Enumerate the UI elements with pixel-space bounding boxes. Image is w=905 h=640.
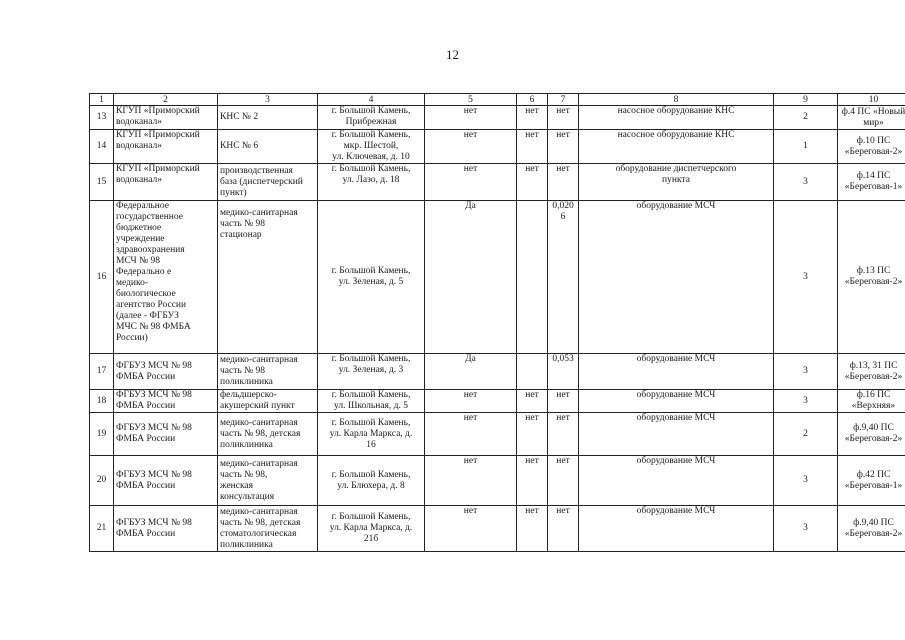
object-cell: [218, 106, 318, 130]
table-row: [90, 354, 905, 390]
col7-cell: [548, 413, 579, 456]
power-feed-cell-line: ф.16 ПС: [856, 390, 891, 400]
col7-line: нет: [556, 413, 570, 423]
col6-cell: нет: [517, 506, 548, 552]
object-cell-line: медико-санитарная: [220, 208, 298, 218]
address-cell-line: Прибрежная: [345, 117, 397, 127]
col6-cell: нет: [517, 413, 548, 456]
organization-cell-line: МСЧ № 98: [116, 256, 161, 266]
address-cell-line: 16: [366, 439, 376, 450]
header-cell: 7: [548, 94, 579, 106]
power-feed-cell-line: «Береговая-2»: [844, 528, 903, 539]
object-cell-line: фельдшерско-: [220, 390, 277, 400]
object-cell-line: часть № 98, детская: [220, 517, 301, 528]
col6-cell: нет: [517, 164, 548, 201]
object-cell-line: медико-санитарная: [220, 458, 298, 469]
equipment-cell: [579, 390, 774, 413]
address-cell-line: г. Большой Камень,: [331, 130, 411, 140]
address-cell-line: ул. Зеленая, д. 3: [338, 365, 404, 375]
col5-cell: нет: [425, 164, 517, 201]
category-cell: 2: [774, 106, 838, 130]
power-feed-cell: [838, 201, 905, 354]
equipment-cell: [579, 354, 774, 390]
row-number-cell: 13: [90, 106, 114, 130]
table-row: [90, 390, 905, 413]
power-feed-cell-line: ф.10 ПС: [856, 135, 891, 146]
col5-cell: нет: [425, 456, 517, 506]
object-cell-line: поликлиника: [220, 439, 273, 450]
power-feed-cell-line: «Береговая-1»: [844, 182, 903, 192]
object-cell-line: часть № 98,: [220, 469, 268, 480]
object-cell: [218, 164, 318, 201]
organization-cell-line: МЧС № 98 ФМБА: [116, 322, 191, 332]
col6-cell: нет: [517, 456, 548, 506]
header-cell: 3: [218, 94, 318, 106]
object-cell: [218, 456, 318, 506]
equipment-cell-line: оборудование МСЧ: [636, 390, 716, 400]
col5-cell: нет: [425, 506, 517, 552]
row-number-cell: 20: [90, 456, 114, 506]
page-number: 12: [446, 47, 459, 62]
power-feed-cell: [838, 390, 905, 413]
object-cell: [218, 506, 318, 552]
power-feed-cell: [838, 456, 905, 506]
address-cell: [318, 456, 425, 506]
address-cell-line: г. Большой Камень,: [331, 354, 411, 364]
power-feed-cell: [838, 106, 905, 130]
organization-cell-line: медико-: [116, 278, 149, 288]
organization-cell-line: ФГБУЗ МСЧ № 98: [116, 469, 192, 480]
equipment-cell-line: насосное оборудование КНС: [617, 106, 735, 116]
equipment-cell: [579, 506, 774, 552]
organization-cell: [114, 130, 218, 164]
organization-cell-line: Федеральное: [116, 201, 169, 211]
table-row: [90, 456, 905, 506]
power-feed-cell-line: ф.9,40 ПС: [853, 517, 894, 528]
address-cell-line: 21б: [363, 534, 379, 544]
table-header: [90, 94, 905, 106]
organization-cell: [114, 413, 218, 456]
address-cell: [318, 354, 425, 390]
object-cell: [218, 354, 318, 390]
equipment-cell-line: пункта: [662, 175, 690, 185]
col7-line: 6: [560, 212, 566, 222]
organization-cell-line: ФГБУЗ МСЧ № 98: [116, 423, 192, 433]
object-cell-line: КНС № 6: [220, 141, 259, 151]
col5-cell: Да: [425, 354, 517, 390]
object-cell-line: медико-санитарная: [220, 506, 298, 517]
category-cell: 3: [774, 354, 838, 390]
organization-cell: [114, 354, 218, 390]
col7-line: нет: [556, 390, 570, 400]
organization-cell-line: агентство России: [116, 300, 187, 310]
organization-cell: [114, 201, 218, 354]
table-row: [90, 201, 905, 354]
organization-cell-line: Федерально е: [116, 267, 172, 277]
category-cell: 3: [774, 506, 838, 552]
equipment-cell-line: оборудование МСЧ: [636, 201, 716, 211]
organization-cell-line: (далее - ФГБУЗ: [116, 311, 179, 321]
power-feed-cell-line: ф.14 ПС: [856, 171, 891, 181]
address-cell-line: ул. Лазо, д. 18: [342, 175, 400, 185]
row-number-cell: 21: [90, 506, 114, 552]
organization-cell-line: КГУП «Приморский: [116, 164, 200, 174]
address-cell: [318, 413, 425, 456]
object-cell-line: часть № 98: [220, 219, 266, 229]
address-cell: [318, 390, 425, 413]
equipment-cell-line: насосное оборудование КНС: [617, 130, 735, 140]
address-cell-line: ул. Школьная, д. 5: [334, 401, 408, 411]
col5-cell: нет: [425, 130, 517, 164]
table-row: [90, 106, 905, 130]
organization-cell-line: государственное: [116, 212, 183, 222]
power-feed-cell-line: мир»: [863, 117, 884, 128]
address-cell-line: ул. Блюхера, д. 8: [337, 480, 405, 491]
col6-cell: нет: [517, 130, 548, 164]
row-number-cell: 14: [90, 130, 114, 164]
organization-cell: [114, 456, 218, 506]
power-feed-cell-line: «Береговая-2»: [844, 371, 903, 382]
table-row: [90, 164, 905, 201]
object-cell-line: производственная: [220, 165, 293, 176]
organization-cell: [114, 106, 218, 130]
col7-line: нет: [556, 506, 570, 516]
col7-line: нет: [556, 456, 570, 466]
address-cell-line: ул. Карла Маркса, д.: [329, 428, 413, 439]
category-cell: 1: [774, 130, 838, 164]
col7-cell: [548, 506, 579, 552]
equipment-cell: [579, 413, 774, 456]
address-cell-line: г. Большой Камень,: [331, 164, 411, 174]
organization-cell-line: ФМБА России: [116, 401, 176, 411]
object-cell-line: поликлиника: [220, 539, 273, 550]
equipment-cell-line: оборудование МСЧ: [636, 354, 716, 364]
organization-cell-line: водоканал»: [116, 117, 163, 127]
object-cell: [218, 390, 318, 413]
equipment-cell-line: оборудование МСЧ: [636, 413, 716, 423]
organization-cell-line: бюджетное: [116, 223, 162, 233]
power-feed-cell: [838, 506, 905, 552]
object-cell-line: пункт): [220, 187, 247, 198]
table-body: [90, 106, 905, 552]
equipment-cell-line: оборудование диспетчерского: [615, 164, 737, 174]
object-cell-line: медико-санитарная: [220, 355, 298, 365]
power-feed-cell-line: ф.4 ПС «Новый: [841, 106, 905, 117]
category-cell: 3: [774, 201, 838, 354]
power-feed-cell-line: ф.42 ПС: [856, 469, 891, 480]
object-cell-line: акушерский пункт: [220, 401, 295, 411]
equipment-cell: [579, 130, 774, 164]
col6-cell: [517, 201, 548, 354]
equipment-cell: [579, 164, 774, 201]
power-feed-cell: [838, 413, 905, 456]
organization-cell-line: ФМБА России: [116, 371, 176, 382]
address-cell: [318, 201, 425, 354]
equipment-cell-line: оборудование МСЧ: [636, 506, 716, 516]
address-cell-line: мкр. Шестой,: [343, 141, 399, 151]
power-feed-cell-line: ф.9,40 ПС: [853, 423, 894, 433]
organization-cell-line: ФГБУЗ МСЧ № 98: [116, 517, 192, 528]
organization-cell-line: ФМБА России: [116, 434, 176, 444]
col7-cell: [548, 106, 579, 130]
col6-cell: нет: [517, 106, 548, 130]
header-cell: 8: [579, 94, 774, 106]
object-cell-line: женская: [220, 480, 254, 491]
row-number-cell: 18: [90, 390, 114, 413]
col5-cell: нет: [425, 106, 517, 130]
address-cell: [318, 130, 425, 164]
address-cell-line: г. Большой Камень,: [331, 266, 411, 276]
organization-cell-line: ФГБУЗ МСЧ № 98: [116, 360, 192, 371]
header-cell: 4: [318, 94, 425, 106]
organization-cell-line: водоканал»: [116, 175, 163, 185]
power-feed-cell-line: «Береговая-1»: [844, 480, 903, 491]
power-feed-cell: [838, 354, 905, 390]
object-cell: [218, 130, 318, 164]
facilities-table: [89, 93, 905, 552]
header-cell: 1: [90, 94, 114, 106]
organization-cell-line: биологическое: [116, 289, 176, 299]
equipment-cell: [579, 106, 774, 130]
power-feed-cell-line: «Верхняя»: [851, 401, 896, 411]
table-row: [90, 413, 905, 456]
header-cell: 5: [425, 94, 517, 106]
col7-line: нет: [556, 130, 570, 140]
col7-cell: [548, 390, 579, 413]
col6-cell: нет: [517, 390, 548, 413]
header-cell: 2: [114, 94, 218, 106]
table-row: [90, 506, 905, 552]
organization-cell-line: России): [116, 333, 148, 343]
object-cell: [218, 413, 318, 456]
category-cell: 3: [774, 164, 838, 201]
organization-cell-line: здравоохранения: [116, 245, 185, 255]
row-number-cell: 17: [90, 354, 114, 390]
col5-cell: нет: [425, 390, 517, 413]
object-cell-line: поликлиника: [220, 377, 273, 387]
address-cell: [318, 164, 425, 201]
object-cell-line: консультация: [220, 491, 275, 502]
object-cell-line: база (диспетчерский: [220, 176, 303, 187]
category-cell: 3: [774, 456, 838, 506]
organization-cell-line: ФГБУЗ МСЧ № 98: [116, 390, 192, 400]
organization-cell-line: КГУП «Приморский: [116, 106, 200, 116]
organization-cell-line: ФМБА России: [116, 528, 176, 539]
row-number-cell: 16: [90, 201, 114, 354]
object-cell-line: часть № 98, детская: [220, 428, 301, 439]
address-cell-line: ул. Зеленая, д. 5: [338, 277, 404, 287]
col7-cell: [548, 354, 579, 390]
power-feed-cell-line: ф.13 ПС: [856, 266, 891, 276]
col7-line: 0,020: [552, 201, 574, 211]
address-cell-line: ул. Ключевая, д. 10: [332, 152, 410, 162]
equipment-cell-line: оборудование МСЧ: [636, 456, 716, 466]
address-cell-line: г. Большой Камень,: [331, 512, 411, 522]
header-cell: 6: [517, 94, 548, 106]
category-cell: 2: [774, 413, 838, 456]
object-cell-line: стационар: [220, 230, 262, 240]
col7-line: нет: [556, 164, 570, 174]
organization-cell: [114, 390, 218, 413]
organization-cell-line: КГУП «Приморский: [116, 130, 200, 140]
address-cell-line: г. Большой Камень,: [331, 417, 411, 428]
col7-cell: [548, 456, 579, 506]
col7-line: нет: [556, 106, 570, 116]
object-cell-line: часть № 98: [220, 366, 266, 376]
col7-cell: [548, 164, 579, 201]
header-cell: 10: [838, 94, 905, 106]
organization-cell: [114, 164, 218, 201]
address-cell: [318, 506, 425, 552]
table-row: [90, 130, 905, 164]
address-cell-line: г. Большой Камень,: [331, 106, 411, 116]
power-feed-cell: [838, 164, 905, 201]
col7-cell: [548, 130, 579, 164]
address-cell-line: ул. Карла Маркса, д.: [329, 523, 413, 533]
row-number-cell: 19: [90, 413, 114, 456]
address-cell-line: г. Большой Камень,: [331, 390, 411, 400]
object-cell-line: медико-санитарная: [220, 417, 298, 428]
power-feed-cell-line: «Береговая-2»: [844, 146, 903, 157]
object-cell-line: КНС № 2: [220, 112, 259, 122]
power-feed-cell-line: «Береговая-2»: [844, 434, 903, 444]
equipment-cell: [579, 456, 774, 506]
col5-cell: нет: [425, 413, 517, 456]
header-cell: 9: [774, 94, 838, 106]
power-feed-cell-line: «Береговая-2»: [844, 277, 903, 287]
address-cell: [318, 106, 425, 130]
col7-cell: [548, 201, 579, 354]
row-number-cell: 15: [90, 164, 114, 201]
power-feed-cell: [838, 130, 905, 164]
object-cell-line: стоматологическая: [220, 528, 297, 539]
equipment-cell: [579, 201, 774, 354]
power-feed-cell-line: ф.13, 31 ПС: [849, 360, 898, 371]
organization-cell: [114, 506, 218, 552]
object-cell: [218, 201, 318, 354]
address-cell-line: г. Большой Камень,: [331, 469, 411, 480]
organization-cell-line: водоканал»: [116, 141, 163, 151]
col5-cell: Да: [425, 201, 517, 354]
col7-line: 0,053: [552, 354, 574, 364]
organization-cell-line: учреждение: [116, 234, 165, 244]
organization-cell-line: ФМБА России: [116, 480, 176, 491]
col6-cell: [517, 354, 548, 390]
category-cell: 3: [774, 390, 838, 413]
